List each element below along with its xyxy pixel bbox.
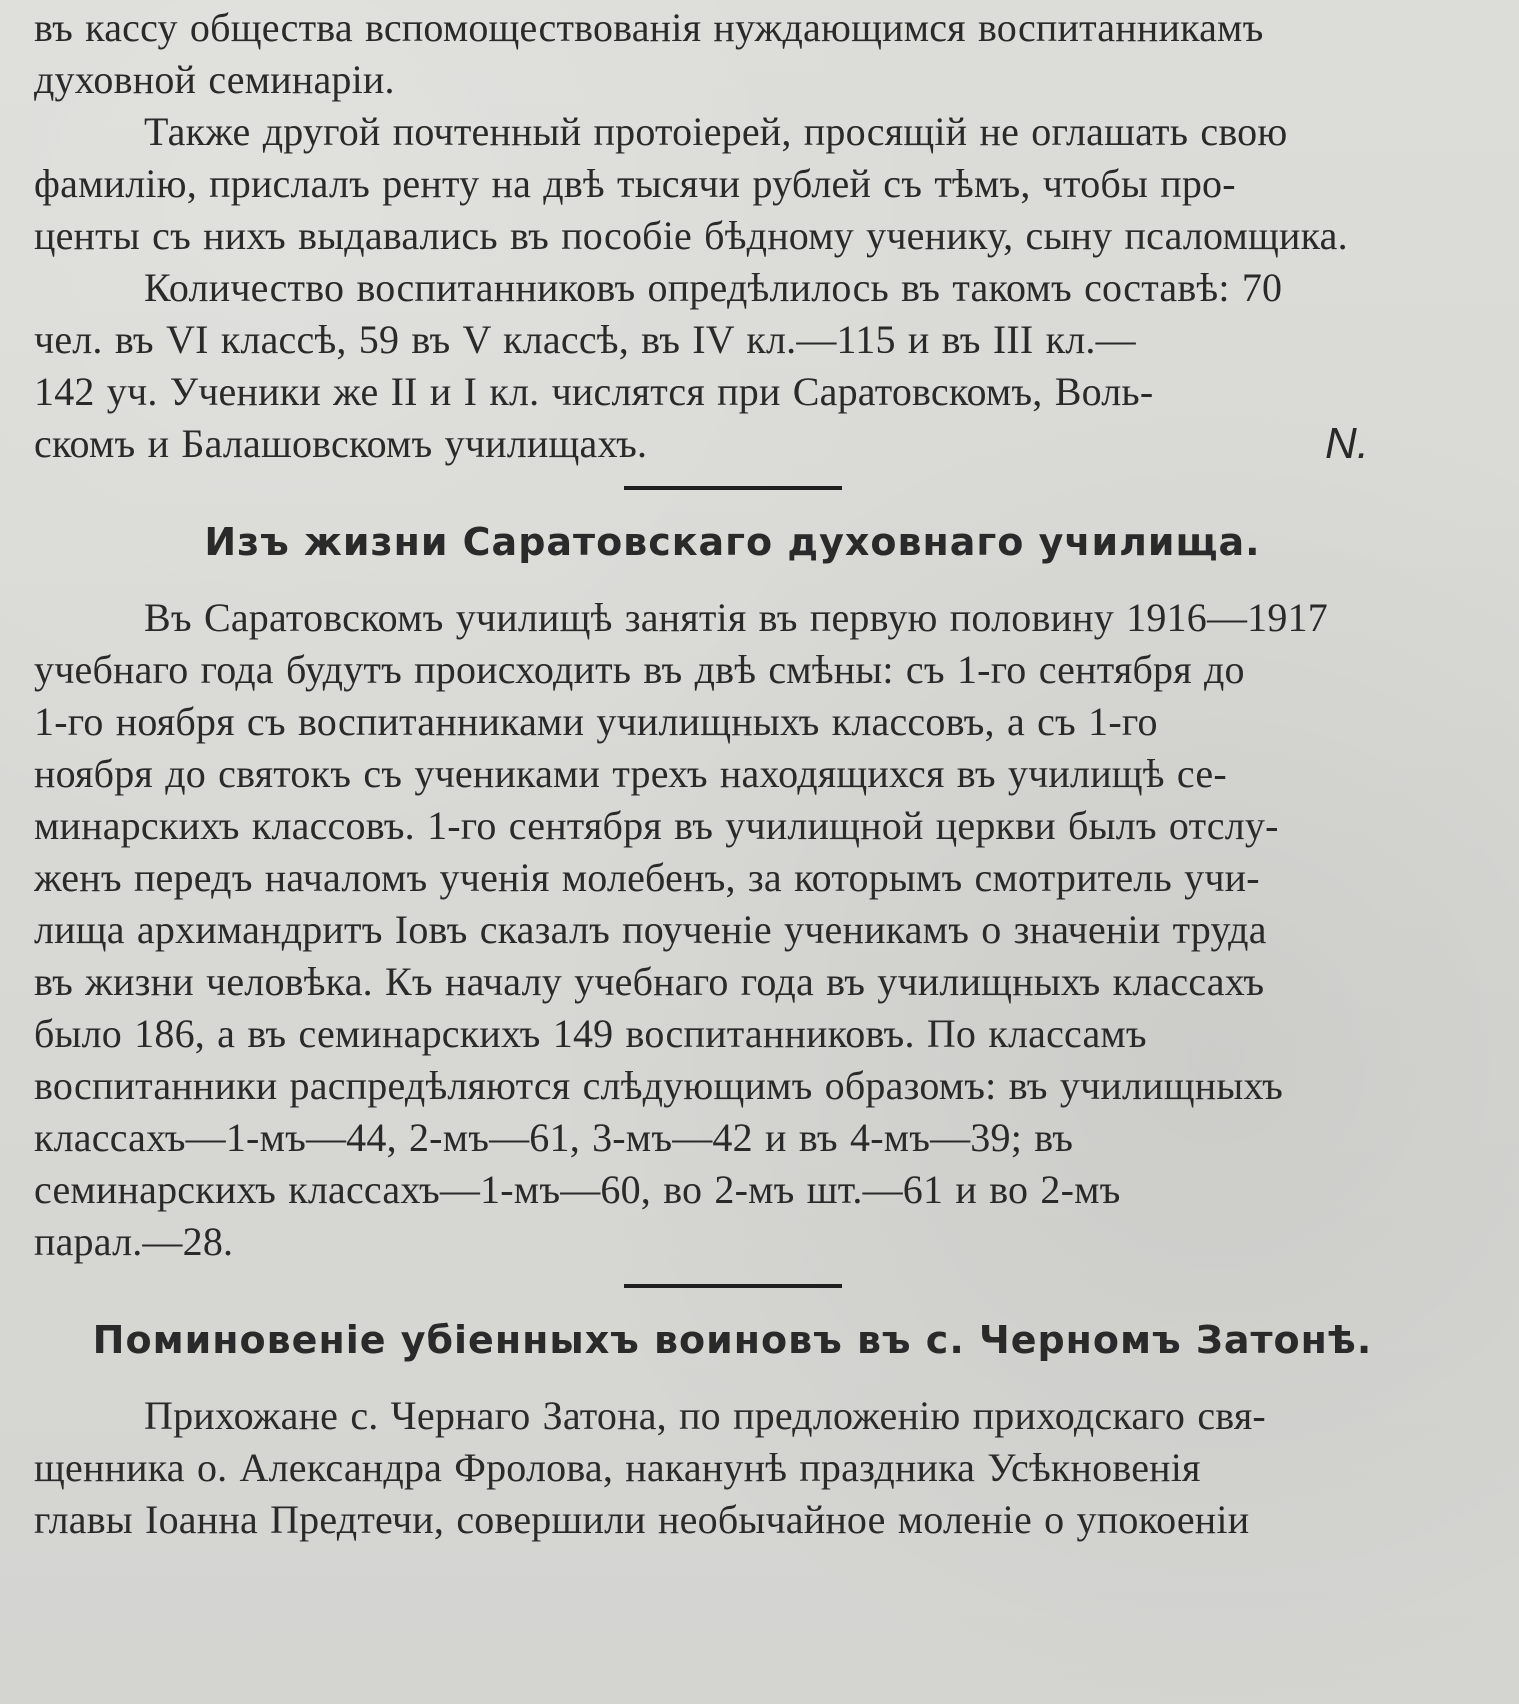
text-line: 1-го ноября съ воспитанниками училищныхъ классовъ, а съ 1-го	[34, 699, 1158, 744]
text-line: было 186, а въ семинарскихъ 149 воспитанниковъ. По классамъ	[34, 1011, 1147, 1056]
paragraph-rent-gift	[34, 106, 1431, 262]
text-line: въ кассу общества вспомоществованія нуждающимся воспитанникамъ	[34, 5, 1264, 50]
text-line: центы съ нихъ выдавались въ пособіе бѣдному ученику, сыну псаломщика.	[34, 213, 1348, 258]
text-line: Прихожане с. Чернаго Затона, по предложенію приходскаго свя-	[144, 1393, 1266, 1438]
paragraph-pupil-count-wrap	[34, 262, 1431, 470]
section-divider	[624, 1284, 842, 1288]
text-line: скомъ и Балашовскомъ училищахъ.	[34, 421, 648, 466]
text-line: 142 уч. Ученики же II и I кл. числятся при Саратовскомъ, Воль-	[34, 369, 1154, 414]
text-line: учебнаго года будутъ происходить въ двѣ смѣны: съ 1-го сентября до	[34, 647, 1245, 692]
text-line: духовной семинаріи.	[34, 57, 395, 102]
text-line: лища архимандритъ Іовъ сказалъ поученіе ученикамъ о значеніи труда	[34, 907, 1267, 952]
paragraph-pupil-count	[34, 262, 1431, 470]
text-line: парал.—28.	[34, 1219, 234, 1264]
text-line: воспитанники распредѣляются слѣдующимъ образомъ: въ училищныхъ	[34, 1063, 1284, 1108]
text-line: чел. въ VI классѣ, 59 въ V классѣ, въ IV кл.—115 и въ III кл.—	[34, 317, 1136, 362]
paragraph-intro-end	[34, 2, 1431, 106]
text-line: классахъ—1-мъ—44, 2-мъ—61, 3-мъ—42 и въ 4-мъ—39; въ	[34, 1115, 1074, 1160]
text-line: женъ передъ началомъ ученія молебенъ, за которымъ смотритель учи-	[34, 855, 1260, 900]
paragraph-commemoration	[34, 1390, 1431, 1546]
text-line: главы Іоанна Предтечи, совершили необычайное моленіе о упокоеніи	[34, 1497, 1250, 1542]
text-line: въ жизни человѣка. Къ началу учебнаго года въ училищныхъ классахъ	[34, 959, 1265, 1004]
text-line: фамилію, прислалъ ренту на двѣ тысячи рублей съ тѣмъ, чтобы про-	[34, 161, 1236, 206]
text-line: минарскихъ классовъ. 1-го сентября въ училищной церкви былъ отслу-	[34, 803, 1279, 848]
text-line: семинарскихъ классахъ—1-мъ—60, во 2-мъ шт.—61 и во 2-мъ	[34, 1167, 1121, 1212]
section-heading-commemoration: Поминовеніе убіенныхъ воиновъ въ с. Черномъ Затонѣ.	[92, 1318, 1373, 1362]
paragraph-saratov-school	[34, 592, 1431, 1268]
text-line: Количество воспитанниковъ опредѣлилось въ такомъ составѣ: 70	[144, 265, 1283, 310]
text-line: Также другой почтенный протоіерей, просящій не оглашать свою	[144, 109, 1288, 154]
section-divider	[624, 486, 842, 490]
text-line: Въ Саратовскомъ училищѣ занятія въ первую половину 1916—1917	[144, 595, 1328, 640]
text-line: щенника о. Александра Фролова, наканунѣ праздника Усѣкновенія	[34, 1445, 1201, 1490]
section-heading-saratov-school: Изъ жизни Саратовскаго духовнаго училища.	[204, 520, 1261, 564]
text-line: ноября до святокъ съ учениками трехъ находящихся въ училищѣ се-	[34, 751, 1227, 796]
signature-initial: N.	[1325, 419, 1369, 468]
